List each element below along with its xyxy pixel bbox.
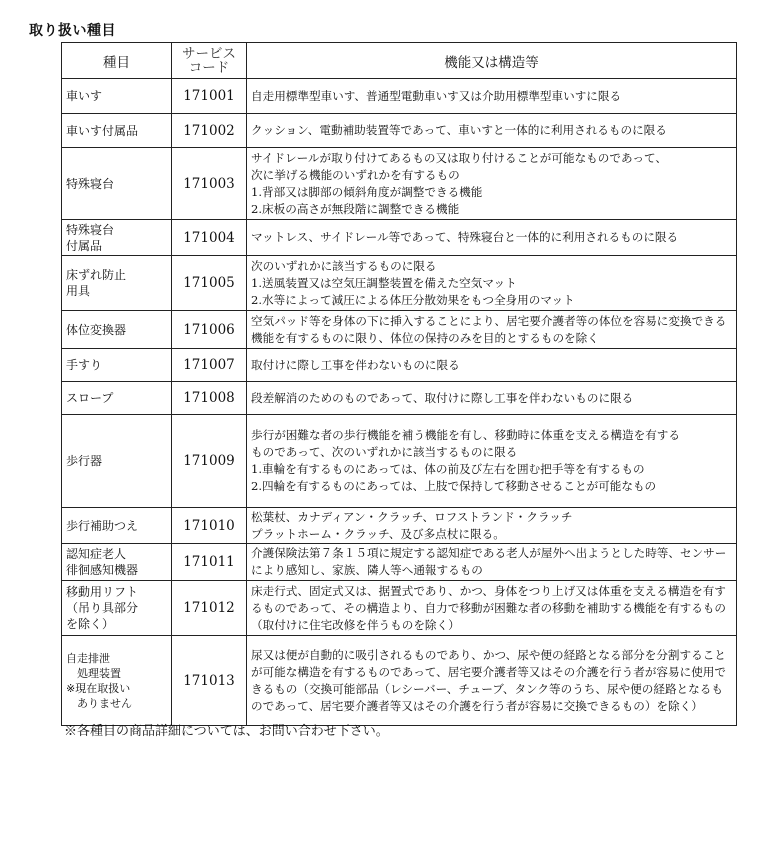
item-name: 車いす	[62, 79, 172, 114]
item-name: スロープ	[62, 382, 172, 415]
item-name: 特殊寝台 付属品	[62, 220, 172, 256]
item-code: 171007	[172, 349, 247, 382]
header-name: 種目	[62, 43, 172, 79]
item-desc: サイドレールが取り付けてあるもの又は取り付けることが可能なものであって、 次に挙げる機能のいずれかを有するもの 1.背部又は脚部の傾斜角度が調整できる機能 2.床板の高さが無段階に調整できる機能	[247, 148, 737, 220]
table-row	[62, 220, 737, 256]
table-row	[62, 79, 737, 114]
table-row	[62, 148, 737, 220]
item-code: 171006	[172, 311, 247, 349]
table-row	[62, 311, 737, 349]
table-row	[62, 636, 737, 726]
item-name: 認知症老人 徘徊感知機器	[62, 544, 172, 581]
item-code: 171009	[172, 415, 247, 508]
header-code: サービス コード	[172, 43, 247, 79]
table-row	[62, 349, 737, 382]
item-name: 車いす付属品	[62, 114, 172, 148]
item-desc: 段差解消のためのものであって、取付けに際し工事を伴わないものに限る	[247, 382, 737, 415]
table-row	[62, 544, 737, 581]
item-code: 171001	[172, 79, 247, 114]
item-code: 171008	[172, 382, 247, 415]
table-row	[62, 415, 737, 508]
table-row	[62, 382, 737, 415]
item-code: 171002	[172, 114, 247, 148]
item-name: 移動用リフト （吊り具部分 を除く）	[62, 581, 172, 636]
table-row	[62, 114, 737, 148]
item-desc: 松葉杖、カナディアン・クラッチ、ロフストランド・クラッチ プラットホーム・クラッチ、及び多点杖に限る。	[247, 508, 737, 544]
items-table	[61, 42, 737, 726]
item-code: 171010	[172, 508, 247, 544]
item-name: 床ずれ防止 用具	[62, 256, 172, 311]
item-desc: 取付けに際し工事を伴わないものに限る	[247, 349, 737, 382]
item-code: 171013	[172, 636, 247, 726]
item-desc: 歩行が困難な者の歩行機能を補う機能を有し、移動時に体重を支える構造を有する ものであって、次のいずれかに該当するものに限る 1.車輪を有するものにあっては、体の前及び左右を囲む把手等を有するもの 2.四輪を有するものにあっては、上肢で保持して移動させることが可能なもの	[247, 415, 737, 508]
page-title: 取り扱い種目	[29, 23, 116, 39]
item-name: 歩行補助つえ	[62, 508, 172, 544]
item-name: 体位変換器	[62, 311, 172, 349]
item-name: 手すり	[62, 349, 172, 382]
item-desc: クッション、電動補助装置等であって、車いすと一体的に利用されるものに限る	[247, 114, 737, 148]
item-code: 171003	[172, 148, 247, 220]
item-desc: 空気パッド等を身体の下に挿入することにより、居宅要介護者等の体位を容易に変換できる機能を有するものに限り、体位の保持のみを目的とするものを除く	[247, 311, 737, 349]
item-code: 171012	[172, 581, 247, 636]
item-desc: 床走行式、固定式又は、据置式であり、かつ、身体をつり上げ又は体重を支える構造を有するものであって、その構造より、自力で移動が困難な者の移動を補助する機能を有するもの（取付けに住宅改修を伴うものを除く）	[247, 581, 737, 636]
table-row	[62, 581, 737, 636]
item-desc: 自走用標準型車いす、普通型電動車いす又は介助用標準型車いすに限る	[247, 79, 737, 114]
table-row	[62, 508, 737, 544]
item-code: 171005	[172, 256, 247, 311]
table-header-row	[62, 43, 737, 79]
table-row	[62, 256, 737, 311]
item-name: 自走排泄 処理装置 ※現在取扱い ありません	[62, 636, 172, 726]
item-code: 171011	[172, 544, 247, 581]
header-desc: 機能又は構造等	[247, 43, 737, 79]
item-desc: マットレス、サイドレール等であって、特殊寝台と一体的に利用されるものに限る	[247, 220, 737, 256]
item-desc: 次のいずれかに該当するものに限る 1.送風装置又は空気圧調整装置を備えた空気マット 2.水等によって減圧による体圧分散効果をもつ全身用のマット	[247, 256, 737, 311]
item-desc: 尿又は便が自動的に吸引されるものであり、かつ、尿や便の経路となる部分を分割することが可能な構造を有するものであって、居宅要介護者等又はその介護を行う者が容易に使用できるもの（交換可能部品（レシーバー、チューブ、タンク等のうち、尿や便の経路となるものであって、居宅要介護者等又はその介護を行う者が容易に交換できるもの）を除く）	[247, 636, 737, 726]
item-code: 171004	[172, 220, 247, 256]
item-desc: 介護保険法第７条１５項に規定する認知症である老人が屋外へ出ようとした時等、センサーにより感知し、家族、隣人等へ通報するもの	[247, 544, 737, 581]
footnote: ※各種目の商品詳細については、お問い合わせ下さい。	[64, 724, 389, 739]
item-name: 歩行器	[62, 415, 172, 508]
item-name: 特殊寝台	[62, 148, 172, 220]
